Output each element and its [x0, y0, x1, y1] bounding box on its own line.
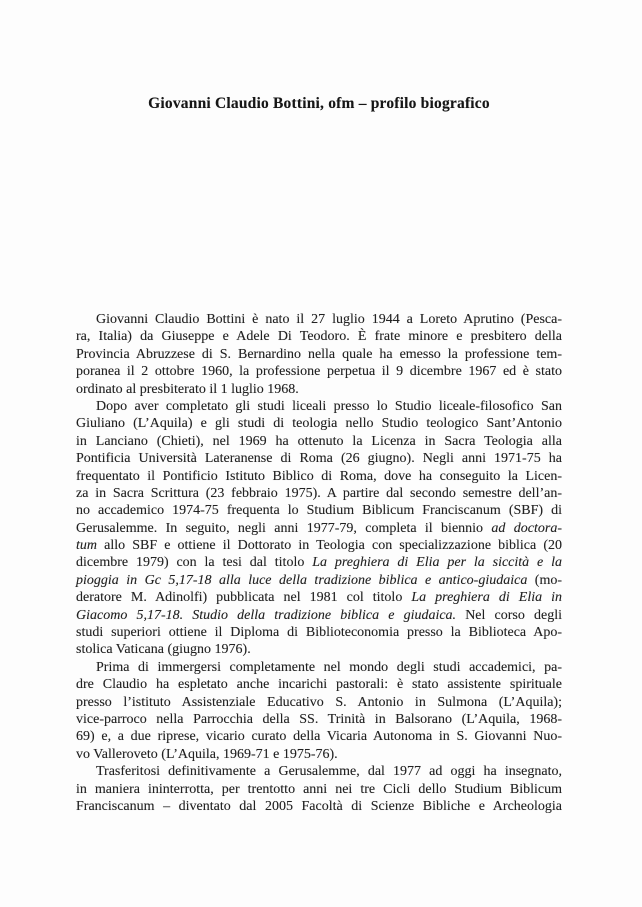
text-segment: Dopo aver completato gli studi liceali presso lo Studio liceale-filosofico San	[96, 398, 562, 414]
text-segment: dicembre 1979) con la tesi dal titolo	[76, 555, 313, 571]
text-segment: Nel corso degli	[456, 607, 562, 623]
text-line	[76, 554, 562, 571]
text-segment: vice-parroco nella Parrocchia della SS. Trinità in Balsorano (L’Aquila, 1968-	[76, 711, 562, 727]
text-segment: in Lanciano (Chieti), nel 1969 ha ottenuto la Licenza in Sacra Teologia alla	[76, 433, 562, 449]
text-line	[76, 607, 562, 624]
text-segment: no accademico 1974-75 frequenta lo Studium Biblicum Franciscanum (SBF) di	[76, 503, 562, 519]
text-segment: presso l’istituto Assistenziale Educativo S. Antonio in Sulmona (L’Aquila);	[76, 694, 562, 710]
text-line	[76, 676, 562, 693]
text-line	[76, 711, 562, 728]
text-line	[76, 589, 562, 606]
text-segment: vo Valleroveto (L’Aquila, 1969-71 e 1975-76).	[76, 746, 338, 762]
body-text	[76, 311, 562, 815]
page-title: Giovanni Claudio Bottini, ofm – profilo biografico	[148, 95, 490, 112]
text-segment: Franciscanum – diventato dal 2005 Facoltà di Scienze Bibliche e Archeologia	[76, 798, 562, 814]
text-segment: Giuliano (L’Aquila) e gli studi di teologia nello Studio teologico Sant’Antonio	[76, 416, 562, 432]
text-segment: stolica Vaticana (giugno 1976).	[76, 642, 251, 658]
text-segment: ordinato al presbiterato il 1 luglio 1968.	[76, 381, 299, 397]
text-line	[76, 572, 562, 589]
text-line	[76, 694, 562, 711]
text-line	[76, 641, 562, 658]
italic-text-segment: pioggia in Gc 5,17-18 alla luce della tradizione biblica e antico-giudaica	[76, 572, 528, 588]
text-segment: frequentato il Pontificio Istituto Biblico di Roma, dove ha conseguito la Licen-	[76, 468, 562, 484]
text-segment: za in Sacra Scrittura (23 febbraio 1975). A partire dal secondo semestre dell’an-	[76, 485, 562, 501]
text-segment: 69) e, a due riprese, vicario curato della Vicaria Autonoma in S. Giovanni Nuo-	[76, 729, 562, 745]
text-line	[76, 381, 562, 398]
text-segment: studi superiori ottiene il Diploma di Biblioteconomia presso la Biblioteca Apo-	[76, 625, 562, 641]
text-line	[76, 485, 562, 502]
text-segment: Gerusalemme. In seguito, negli anni 1977-79, completa il biennio	[76, 520, 492, 536]
paragraph	[76, 659, 562, 763]
italic-text-segment: tum	[76, 538, 97, 554]
italic-text-segment: La preghiera di Elia per la siccità e la	[312, 555, 562, 571]
text-segment: in maniera ininterrotta, per trentotto anni nei tre Cicli dello Studium Biblicum	[76, 781, 562, 797]
text-line	[76, 328, 562, 345]
italic-text-segment: La preghiera di Elia in	[411, 590, 562, 606]
text-line	[76, 398, 562, 415]
text-line	[76, 468, 562, 485]
text-segment: Prima di immergersi completamente nel mondo degli studi accademici, pa-	[96, 659, 562, 675]
text-segment: deratore M. Adinolfi) pubblicata nel 1981 col titolo	[76, 590, 412, 606]
text-line	[76, 659, 562, 676]
text-segment: (mo-	[527, 572, 562, 588]
text-line	[76, 415, 562, 432]
text-line	[76, 520, 562, 537]
text-segment: dre Claudio ha espletato anche incarichi pastorali: è stato assistente spirituale	[76, 677, 562, 693]
text-segment: poranea il 2 ottobre 1960, la professione perpetua il 9 dicembre 1967 ed è stato	[76, 364, 562, 380]
italic-text-segment: Giacomo 5,17-18. Studio della tradizione biblica e giudaica.	[76, 607, 457, 623]
text-segment: Giovanni Claudio Bottini è nato il 27 luglio 1944 a Loreto Aprutino (Pesca-	[96, 312, 562, 327]
text-segment: Pontificia Università Lateranense di Roma (26 giugno). Negli anni 1971-75 ha	[76, 451, 562, 467]
text-line	[76, 433, 562, 450]
paragraph	[76, 311, 562, 398]
text-segment: ra, Italia) da Giuseppe e Adele Di Teodoro. È frate minore e presbitero della	[76, 329, 562, 345]
paragraph	[76, 763, 562, 815]
text-line	[76, 450, 562, 467]
text-line	[76, 728, 562, 745]
text-segment: Trasferitosi definitivamente a Gerusalemme, dal 1977 ad oggi ha insegnato,	[96, 764, 562, 780]
italic-text-segment: ad doctora-	[491, 520, 562, 536]
text-line	[76, 746, 562, 763]
text-line	[76, 311, 562, 328]
text-line	[76, 363, 562, 380]
text-segment: allo SBF e ottiene il Dottorato in Teologia con specializzazione biblica (20	[97, 538, 562, 554]
text-line	[76, 763, 562, 780]
text-line	[76, 798, 562, 815]
text-line	[76, 346, 562, 363]
text-segment: Provincia Abruzzese di S. Bernardino nella quale ha emesso la professione tem-	[76, 346, 562, 362]
text-line	[76, 781, 562, 798]
text-line	[76, 502, 562, 519]
paragraph	[76, 398, 562, 659]
text-line	[76, 624, 562, 641]
text-line	[76, 537, 562, 554]
